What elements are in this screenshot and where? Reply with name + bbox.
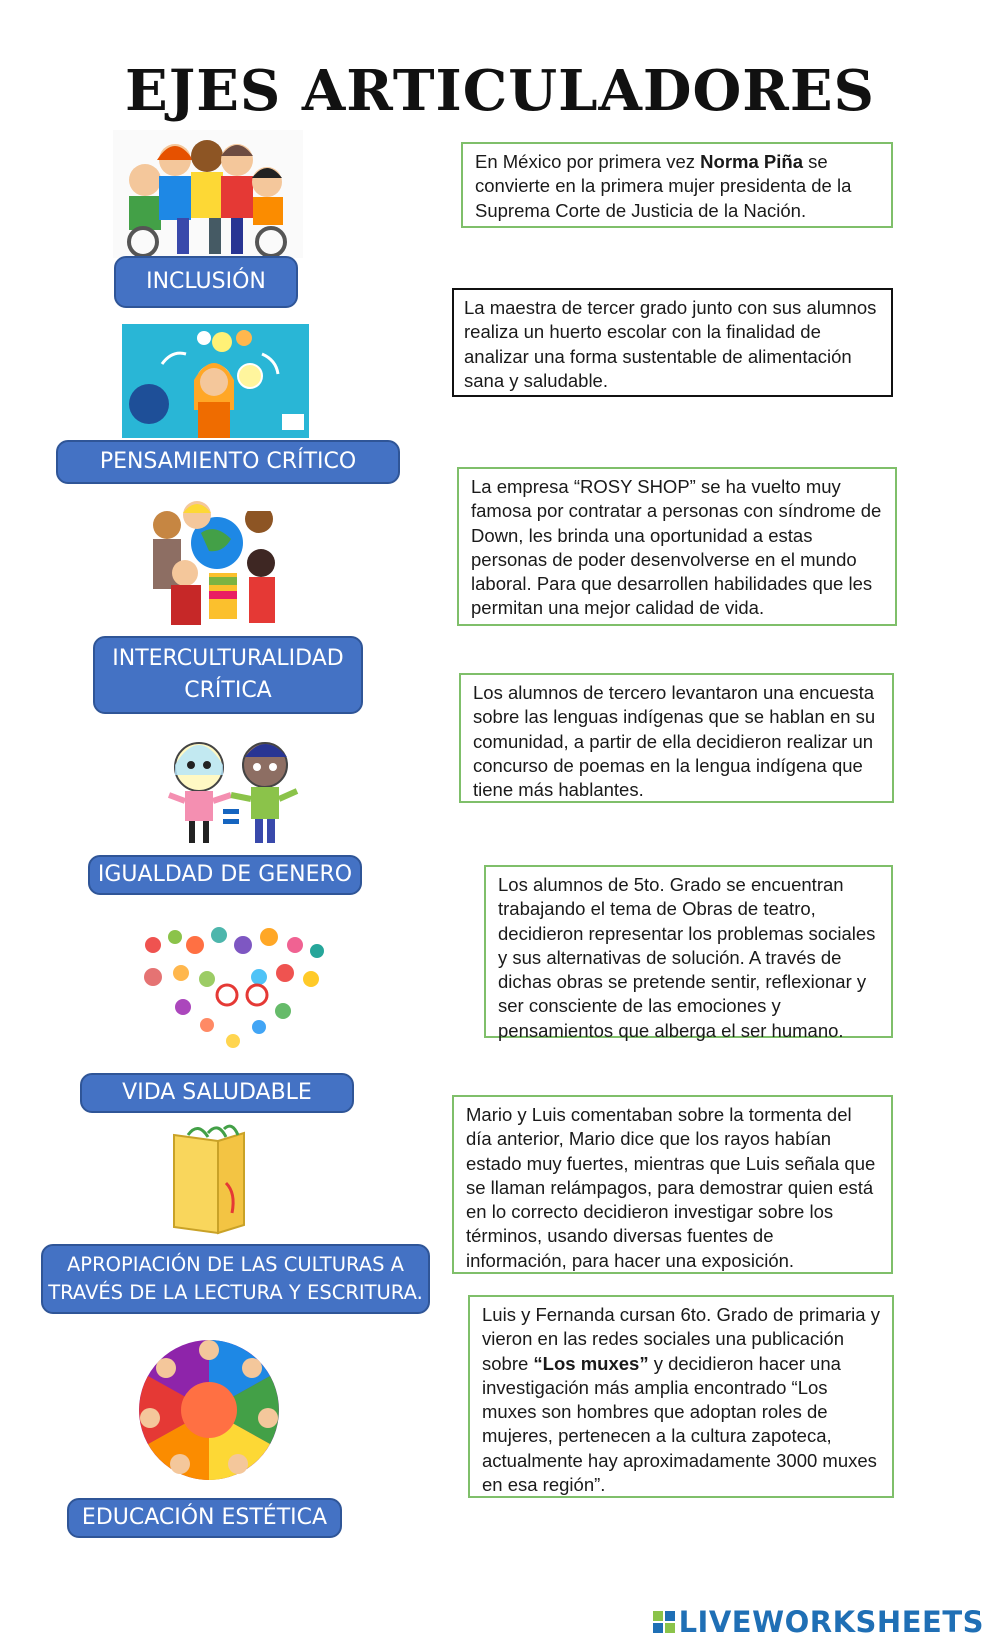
healthy-life-illustration — [123, 915, 343, 1063]
case-box-3[interactable] — [457, 467, 897, 626]
eje-pensamiento-label: PENSAMIENTO CRÍTICO — [99, 449, 357, 475]
gender-equality-illustration — [165, 735, 300, 845]
eje-educacion-label: EDUCACIÓN ESTÉTICA — [81, 1505, 328, 1531]
case-box-6[interactable] — [452, 1095, 893, 1274]
case-3-text: La empresa “ROSY SHOP” se ha vuelto muy famosa por contratar a personas con síndrome de Down, les brinda una oportunidad a estas personas de poder desenvolverse en el mundo laboral. Para que desarrollen habilidades que les permitan una mejor calidad de vida. — [471, 476, 882, 619]
case-2-text: La maestra de tercer grado junto con sus alumnos realiza un huerto escolar con la finalidad de analizar una forma sustentable de alimentación sana y saludable. — [464, 297, 877, 391]
case-6-text: Mario y Luis comentaban sobre la tormenta del día anterior, Mario dice que los rayos habían estado muy fuertes, mientras que Luis señala que se llaman relámpagos, para demostrar quien está en lo correcto decidieron investigar sobre los términos, usando diversas fuentes de información, para hacer una exposición. — [466, 1104, 876, 1271]
eje-interculturalidad-critica[interactable] — [93, 636, 363, 714]
case-4-text: Los alumnos de tercero levantaron una encuesta sobre las lenguas indígenas que se hablan en su comunidad, a partir de ella decidieron realizar un concurso de poemas en la lengua indígena que tiene más hablantes. — [473, 682, 876, 801]
book-illustration — [168, 1123, 250, 1235]
liveworksheets-logo[interactable] — [653, 1605, 984, 1639]
eje-pensamiento-critico[interactable] — [56, 440, 400, 484]
case-1-text-a: En México por primera vez — [475, 151, 701, 172]
inclusion-children-illustration — [113, 130, 303, 258]
case-box-2[interactable] — [452, 288, 893, 397]
case-box-7[interactable] — [468, 1295, 894, 1498]
eje-apropiacion-label-2: TRAVÉS DE LA LECTURA Y ESCRITURA. — [48, 1281, 423, 1304]
eje-vida-label: VIDA SALUDABLE — [122, 1080, 312, 1106]
case-box-4[interactable] — [459, 673, 894, 803]
eje-apropiacion-culturas[interactable] — [41, 1244, 430, 1314]
intercultural-children-illustration — [145, 497, 290, 633]
eje-inclusion-label: INCLUSIÓN — [146, 269, 266, 295]
aesthetic-education-illustration — [120, 1332, 298, 1488]
eje-inclusion[interactable] — [114, 256, 298, 308]
eje-apropiacion-label-1: APROPIACIÓN DE LAS CULTURAS A — [66, 1252, 405, 1276]
eje-educacion-estetica[interactable] — [67, 1498, 342, 1538]
logo-text: LIVEWORKSHEETS — [678, 1605, 984, 1639]
case-5-text: Los alumnos de 5to. Grado se encuentran trabajando el tema de Obras de teatro, decidieron representar los problemas sociales y sus alternativas de solución. A través de dichas obras se pretende sentir, reflexionar y ser consciente de las emociones y pensamientos que alberga el ser humano. — [498, 874, 876, 1041]
eje-vida-saludable[interactable] — [80, 1073, 354, 1113]
case-1-text-b: Norma Piña — [700, 151, 803, 172]
critical-thinking-illustration — [122, 324, 309, 438]
case-7-text-b: “Los muxes” — [533, 1352, 649, 1374]
logo-grid-icon — [653, 1611, 675, 1633]
case-box-1[interactable] — [461, 142, 893, 228]
case-7-text-c: y decidieron hacer una investigación más amplia encontrado “Los muxes son hombres que adoptan roles de mujeres, pertenecen a la cultura zapoteca, actualmente hay aproximadamente 3000 muxes en esa región”. — [482, 1352, 877, 1496]
case-box-5[interactable] — [484, 865, 893, 1041]
eje-intercultural-label-2: CRÍTICA — [184, 678, 272, 703]
eje-igualdad-genero[interactable] — [88, 855, 362, 895]
case-1-text-c: se convierte en la primera mujer presidenta de la Suprema Corte de Justicia de la Nación. — [475, 151, 852, 221]
eje-intercultural-label-1: INTERCULTURALIDAD — [112, 646, 344, 672]
eje-igualdad-label: IGUALDAD DE GENERO — [97, 862, 353, 888]
case-7-text-a: Luis y Fernanda cursan 6to. Grado de primaria y vieron en las redes sociales una publicación sobre — [482, 1304, 880, 1374]
page-title: EJES ARTICULADORES — [125, 58, 875, 124]
